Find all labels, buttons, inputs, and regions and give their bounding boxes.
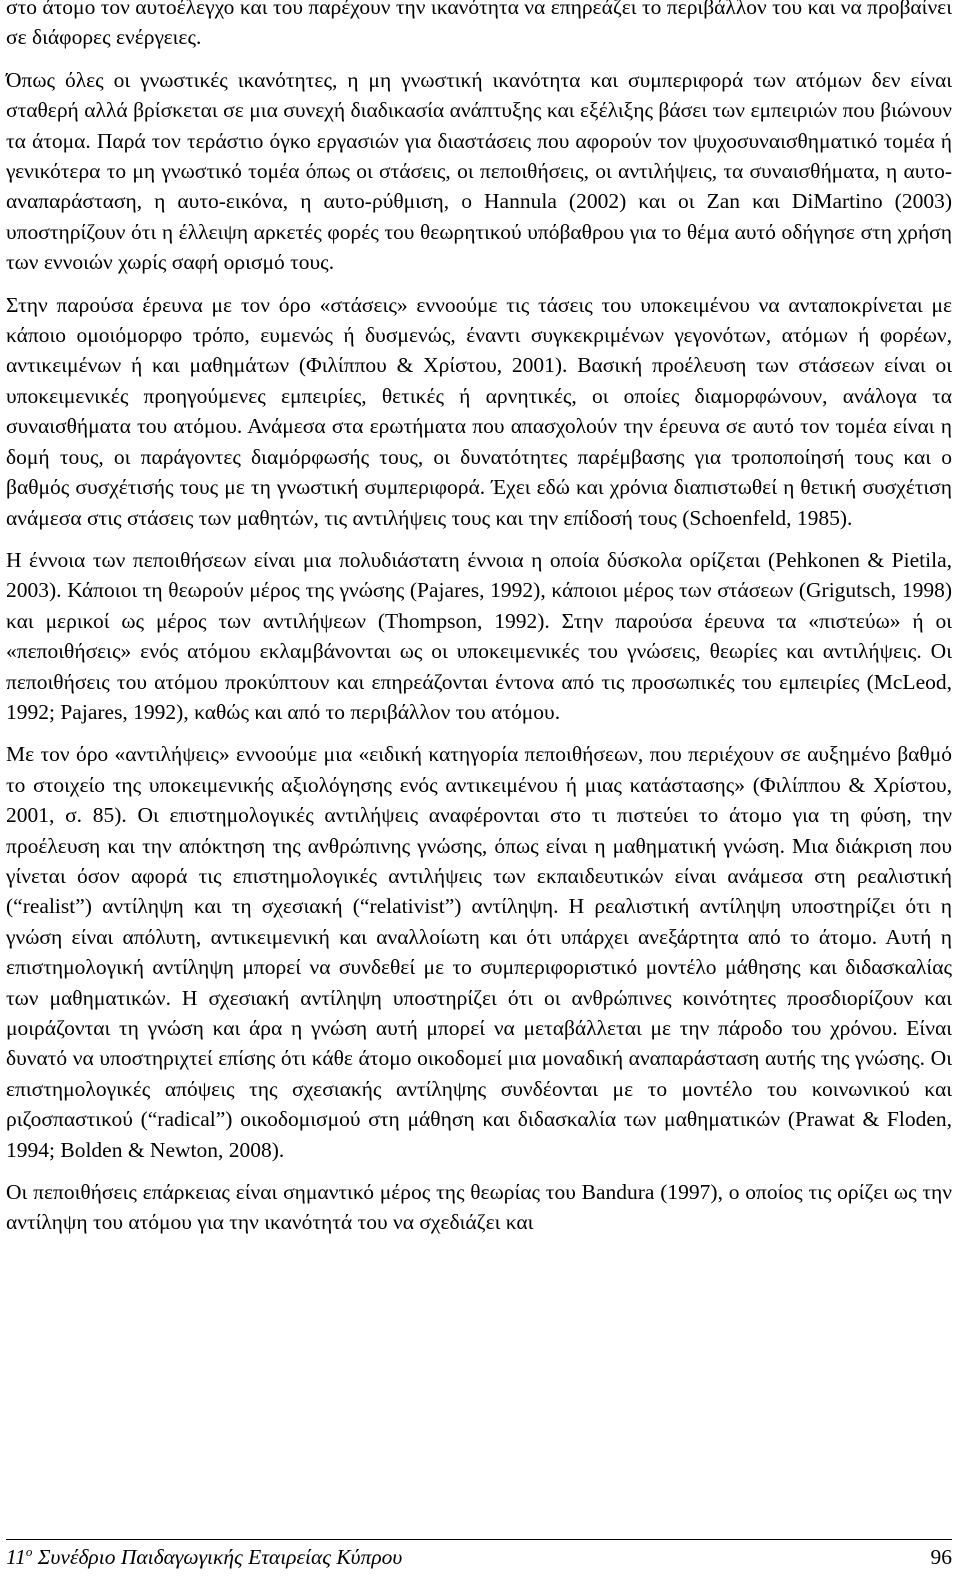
- footer-conference-ordinal: ο: [25, 1543, 33, 1559]
- paragraph-efficacy-beliefs: Οι πεποιθήσεις επάρκειας είναι σημαντικό μέρος της θεωρίας του Bandura (1997), ο οποίος τις ορίζει ως την αντίληψη του ατόμου για την ικανότητά του να σχεδιάζει και: [6, 1180, 952, 1235]
- footer-divider: [6, 1539, 952, 1540]
- footer-conference-name: Συνέδριο Παιδαγωγικής Εταιρείας Κύπρου: [32, 1545, 403, 1569]
- paragraph-noncognitive-ability: Όπως όλες οι γνωστικές ικανότητες, η μη γνωστική ικανότητα και συμπεριφορά των ατόμων δεν είναι σταθερή αλλά βρίσκεται σε μια συνεχή διαδικασία ανάπτυξης και εξέλιξης βάσει των εμπειριών που βιώνουν τα άτομα. Παρά τον τεράστιο όγκο εργασιών για διαστάσεις που αφορούν τον ψυχοσυναισθηματικό τομέα ή γενικότερα το μη γνωστικό τομέα όπως οι στάσεις, οι πεποιθήσεις, οι αντιλήψεις, τα συναισθήματα, η αυτο-αναπαράσταση, η αυτο-εικόνα, η αυτο-ρύθμιση, ο Hannula (2002) και οι Zan και DiMartino (2003) υποστηρίζουν ότι η έλλειψη αρκετές φορές του θεωρητικού υπόβαθρου για το θέμα αυτό οδήγησε στη χρήση των εννοιών χωρίς σαφή ορισμό τους.: [6, 67, 952, 275]
- page-number: 96: [930, 1545, 952, 1569]
- document-body: [6, 0, 952, 1250]
- footer-conference-number: 11: [6, 1545, 26, 1569]
- footer-conference-title: [6, 1542, 402, 1572]
- paragraph-conceptions: Με τον όρο «αντιλήψεις» εννοούμε μια «ειδική κατηγορία πεποιθήσεων, που περιέχουν σε αυξημένο βαθμό το στοιχείο της υποκειμενικής αξιολόγησης ενός αντικειμένου ή μιας κατάστασης» (Φιλίππου & Χρίστου, 2001, σ. 85). Οι επιστημολογικές αντιλήψεις αναφέρονται στο τι πιστεύει το άτομο για τη φύση, την προέλευση και την απόκτηση της ανθρώπινης γνώσης, όπως είναι η μαθηματική γνώση. Μια διάκριση που γίνεται όσον αφορά τις επιστημολογικές αντιλήψεις των εκπαιδευτικών είναι ανάμεσα στη ρεαλιστική (“realist”) αντίληψη και τη σχεσιακή (“relativist”) αντίληψη. Η ρεαλιστική αντίληψη υποστηρίζει ότι η γνώση είναι απόλυτη, αντικειμενική και αναλλοίωτη και ότι υπάρχει ανεξάρτητα από το άτομο. Αυτή η επιστημολογική αντίληψη μπορεί να συνδεθεί με το συμπεριφοριστικό μοντέλο μάθησης και διδασκαλίας των μαθηματικών. Η σχεσιακή αντίληψη υποστηρίζει ότι οι ανθρώπινες κοινότητες προσδιορίζουν και μοιράζονται τη γνώση και άρα η γνώση αυτή μπορεί να μεταβάλλεται με την πάροδο του χρόνου. Είναι δυνατό να υποστηριχτεί επίσης ότι κάθε άτομο οικοδομεί μια μοναδική αναπαράσταση αυτής της γνώσης. Οι επιστημολογικές απόψεις της σχεσιακής αντίληψης συνδέονται με το μοντέλο του κοινωνικού και ριζοσπαστικού (“radical”) οικοδομισμού στη μάθηση και διδασκαλία των μαθηματικών (Prawat & Floden, 1994; Bolden & Newton, 2008).: [6, 742, 952, 1162]
- paragraph-continuation: στο άτομο τον αυτοέλεγχο και του παρέχουν την ικανότητα να επηρεάζει το περιβάλλον του και να προβαίνει σε διάφορες ενέργειες.: [6, 0, 952, 50]
- paragraph-beliefs: Η έννοια των πεποιθήσεων είναι μια πολυδιάστατη έννοια η οποία δύσκολα ορίζεται (Pehkonen & Pietila, 2003). Κάποιοι τη θεωρούν μέρος της γνώσης (Pajares, 1992), κάποιοι μέρος των στάσεων (Grigutsch, 1998) και μερικοί ως μέρος των αντιλήψεων (Thompson, 1992). Στην παρούσα έρευνα τα «πιστεύω» ή οι «πεποιθήσεις» ενός ατόμου εκλαμβάνονται ως οι υποκειμενικές του γνώσεις, θεωρίες και αντιλήψεις. Οι πεποιθήσεις του ατόμου προκύπτουν και επηρεάζονται έντονα από τις προσωπικές του εμπειρίες (McLeod, 1992; Pajares, 1992), καθώς και από το περιβάλλον του ατόμου.: [6, 547, 952, 724]
- paragraph-attitudes: Στην παρούσα έρευνα με τον όρο «στάσεις» εννοούμε τις τάσεις του υποκειμένου να ανταποκρίνεται με κάποιο ομοιόμορφο τρόπο, ευμενώς ή δυσμενώς, έναντι συγκεκριμένων γεγονότων, ατόμων ή φορέων, αντικειμένων ή και μαθημάτων (Φιλίππου & Χρίστου, 2001). Βασική προέλευση των στάσεων είναι οι υποκειμενικές προηγούμενες εμπειρίες, θετικές ή αρνητικές, οι οποίες διαμορφώνουν, ανάλογα τα συναισθήματα του ατόμου. Ανάμεσα στα ερωτήματα που απασχολούν την έρευνα σε αυτό τον τομέα είναι η δομή τους, οι παράγοντες διαμόρφωσής τους, οι δυνατότητες παρέμβασης για τροποποίησή τους και ο βαθμός συσχέτισής τους με τη γνωστική συμπεριφορά. Έχει εδώ και χρόνια διαπιστωθεί η θετική συσχέτιση ανάμεσα στις στάσεις των μαθητών, τις αντιλήψεις τους και την επίδοσή τους (Schoenfeld, 1985).: [6, 292, 952, 530]
